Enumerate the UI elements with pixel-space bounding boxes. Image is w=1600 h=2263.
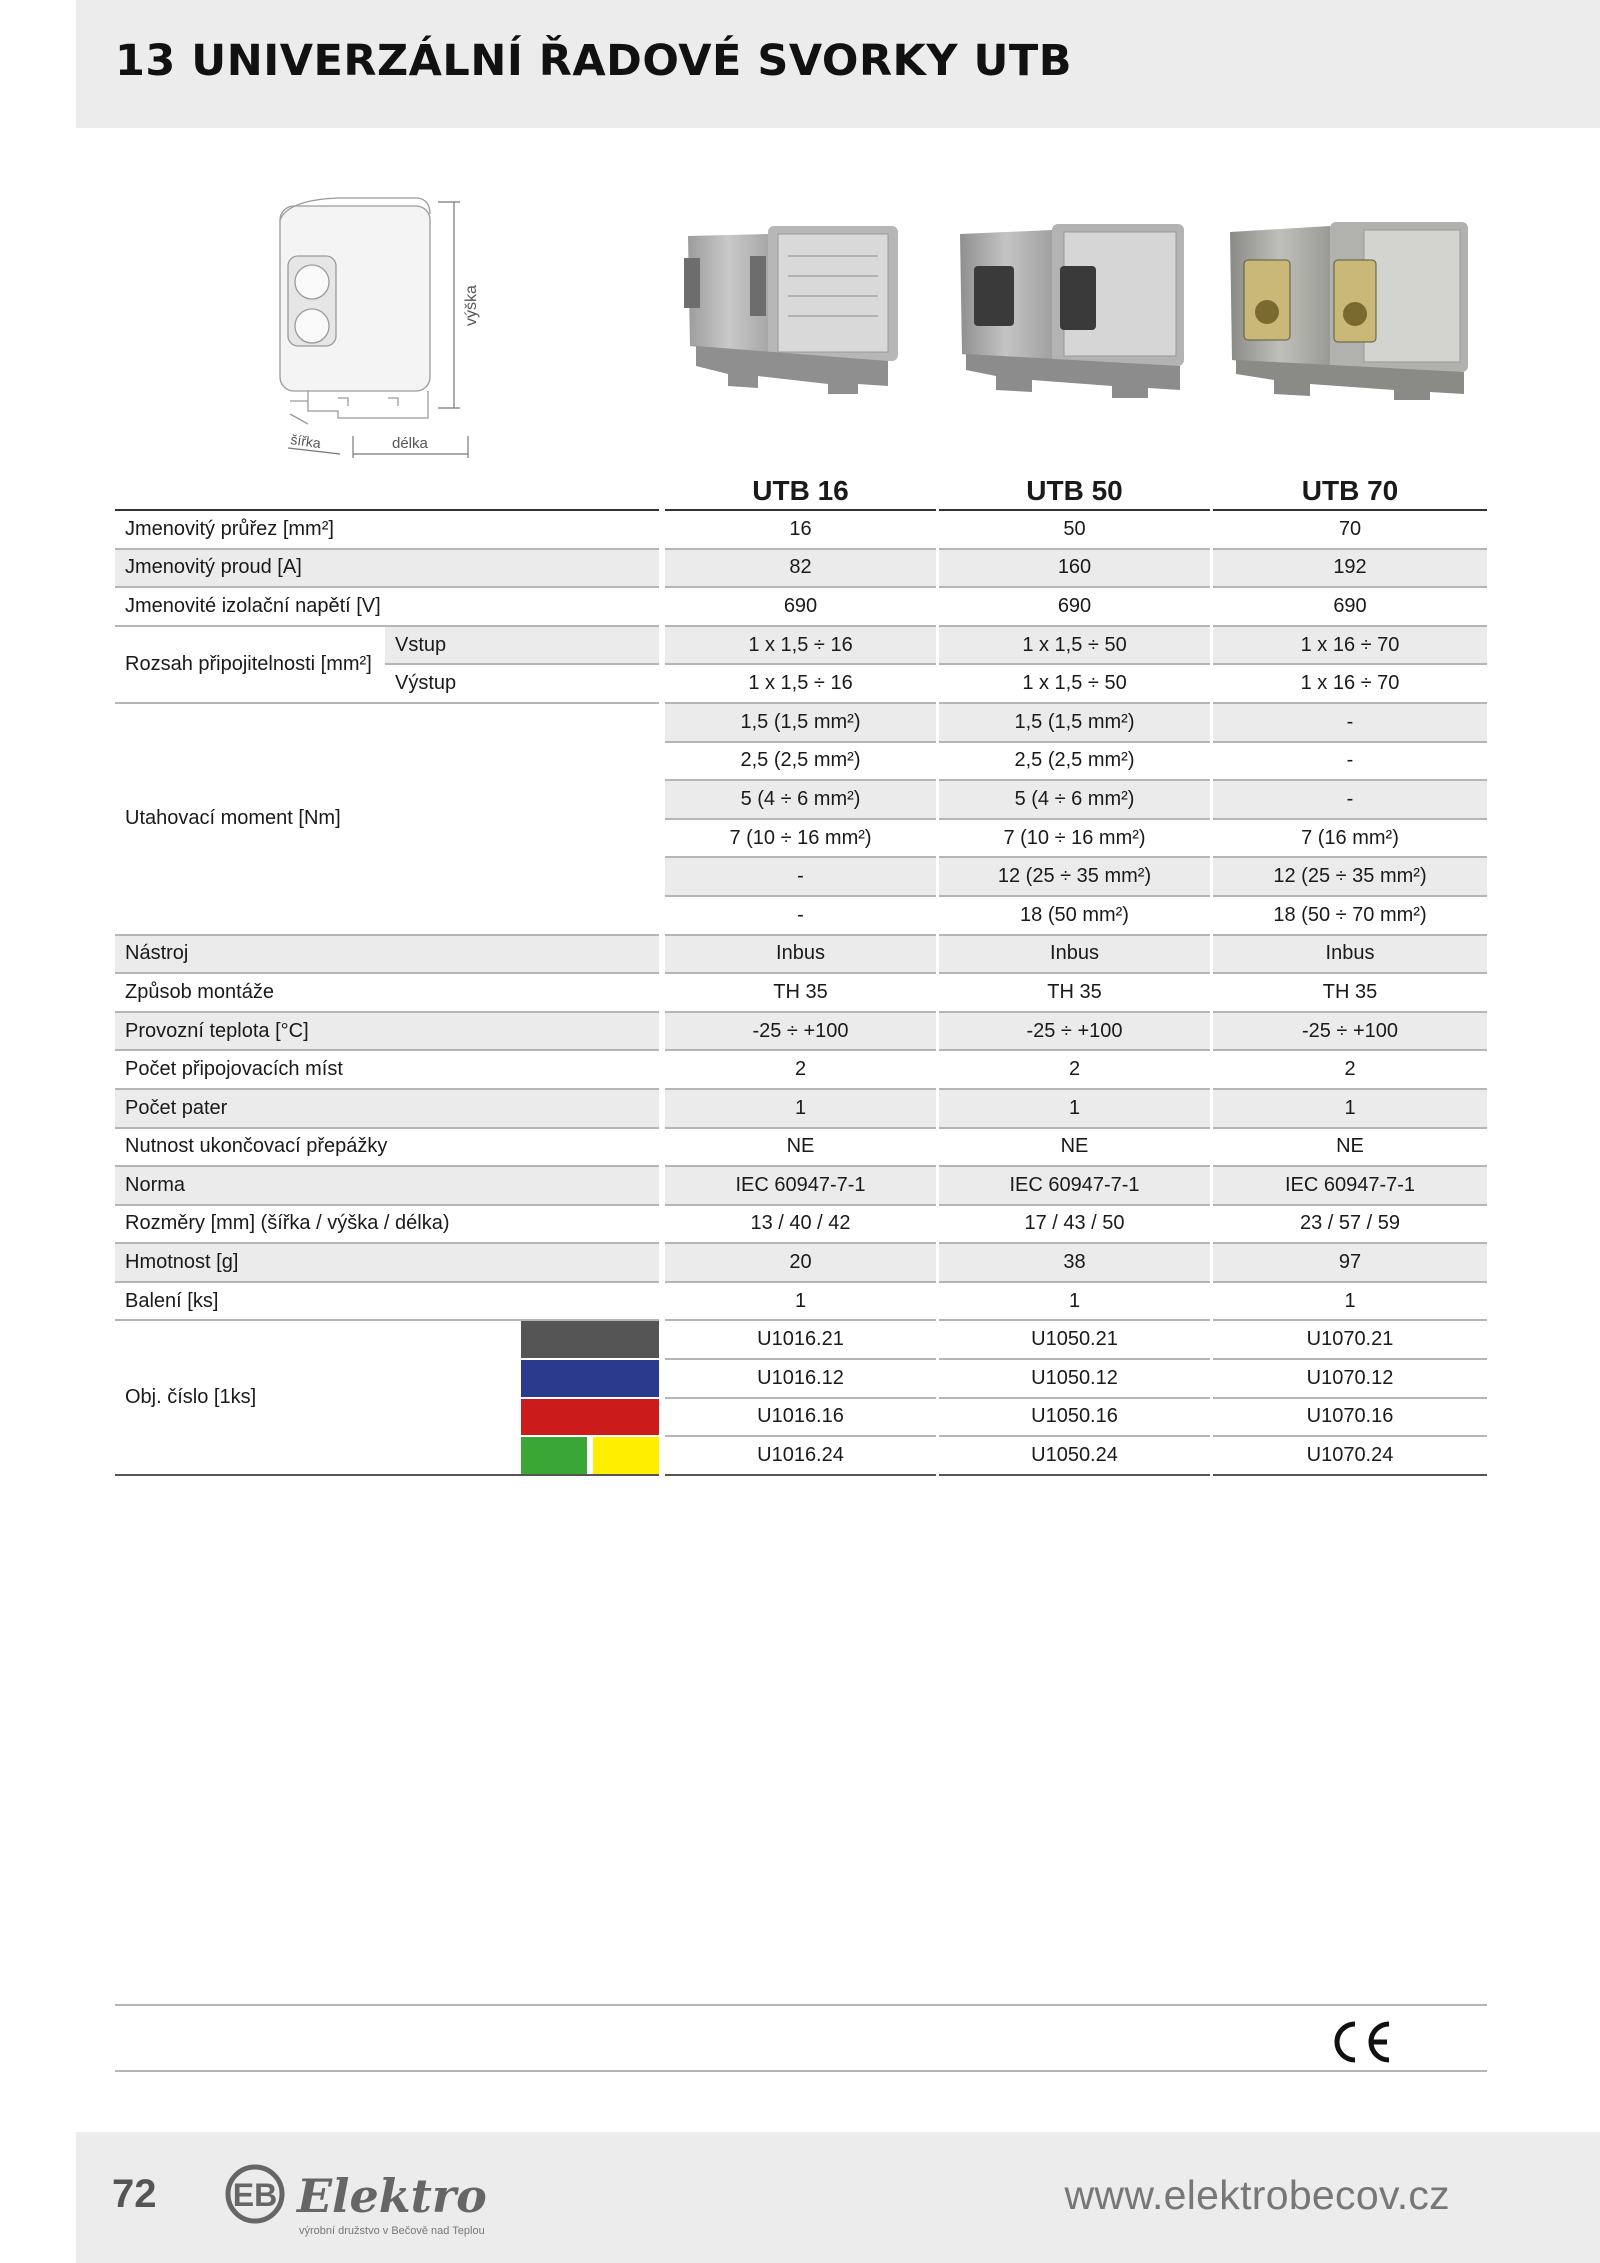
- cell: U1050.12: [939, 1360, 1210, 1399]
- product-photo-utb70: [1224, 216, 1474, 400]
- svg-text:výrobní družstvo v Bečově nad: výrobní družstvo v Bečově nad Teplou: [299, 2225, 485, 2237]
- table-row: [115, 1129, 1487, 1168]
- cell: 1,5 (1,5 mm²): [939, 704, 1210, 743]
- cell: U1050.21: [939, 1321, 1210, 1360]
- table-row: [115, 936, 1487, 975]
- cell: 2,5 (2,5 mm²): [665, 743, 936, 782]
- swatch-fill: [521, 1360, 659, 1397]
- table-row: [115, 588, 1487, 627]
- cell: 38: [939, 1244, 1210, 1283]
- svg-text:Elektro: Elektro: [297, 2169, 487, 2223]
- cell: NE: [665, 1129, 936, 1168]
- row-label-torque: Utahovací moment [Nm]: [115, 704, 659, 936]
- cell: 1 x 16 ÷ 70: [1213, 665, 1487, 704]
- cell: 12 (25 ÷ 35 mm²): [1213, 858, 1487, 897]
- cell: IEC 60947-7-1: [1213, 1167, 1487, 1206]
- cell: -: [1213, 743, 1487, 782]
- cell: 1 x 1,5 ÷ 16: [665, 627, 936, 666]
- cell: -: [665, 897, 936, 936]
- row-label: Balení [ks]: [115, 1283, 659, 1322]
- row-label: Jmenovitý proud [A]: [115, 550, 659, 589]
- row-label: Nutnost ukončovací přepážky: [115, 1129, 659, 1168]
- cell: 160: [939, 550, 1210, 589]
- svg-text:EB: EB: [232, 2177, 278, 2213]
- swatch-fill: [521, 1437, 659, 1474]
- row-label: Jmenovitý průřez [mm²]: [115, 511, 659, 550]
- swatch-fill: [521, 1321, 659, 1358]
- cell: 23 / 57 / 59: [1213, 1206, 1487, 1245]
- row-label: Jmenovité izolační napětí [V]: [115, 588, 659, 627]
- height-label: výška: [463, 285, 480, 326]
- cell: 1: [939, 1283, 1210, 1322]
- length-label: délka: [392, 435, 428, 452]
- cell: 1: [665, 1283, 936, 1322]
- swatch-fill: [521, 1399, 659, 1436]
- cell: U1070.16: [1213, 1399, 1487, 1438]
- cell: 690: [939, 588, 1210, 627]
- cell: U1016.12: [665, 1360, 936, 1399]
- col-header-utb50: UTB 50: [939, 467, 1210, 511]
- table-row: [115, 1321, 1487, 1360]
- spec-table: [115, 467, 1487, 1476]
- cell: TH 35: [665, 974, 936, 1013]
- table-row: [115, 1244, 1487, 1283]
- product-photo-utb50: [952, 216, 1202, 400]
- cell: 1 x 1,5 ÷ 16: [665, 665, 936, 704]
- color-swatch-blue: [521, 1360, 659, 1399]
- cell: 7 (16 mm²): [1213, 820, 1487, 859]
- cell: -: [665, 858, 936, 897]
- cell: 17 / 43 / 50: [939, 1206, 1210, 1245]
- divider-bottom: [115, 2070, 1487, 2072]
- color-swatch-gray: [521, 1321, 659, 1360]
- cell: -: [1213, 704, 1487, 743]
- cell: Inbus: [665, 936, 936, 975]
- cell: 192: [1213, 550, 1487, 589]
- cell: U1016.16: [665, 1399, 936, 1438]
- cell: 1: [665, 1090, 936, 1129]
- header-blank: [115, 467, 659, 511]
- divider-top: [115, 2004, 1487, 2006]
- table-row: [115, 1013, 1487, 1052]
- cell: 12 (25 ÷ 35 mm²): [939, 858, 1210, 897]
- row-label: Počet připojovacích míst: [115, 1051, 659, 1090]
- cell: 2: [1213, 1051, 1487, 1090]
- cell: 1 x 1,5 ÷ 50: [939, 665, 1210, 704]
- cell: 1 x 1,5 ÷ 50: [939, 627, 1210, 666]
- table-row: [115, 550, 1487, 589]
- cell: 5 (4 ÷ 6 mm²): [939, 781, 1210, 820]
- cell: IEC 60947-7-1: [939, 1167, 1210, 1206]
- cell: TH 35: [1213, 974, 1487, 1013]
- row-label: Provozní teplota [°C]: [115, 1013, 659, 1052]
- row-label: Hmotnost [g]: [115, 1244, 659, 1283]
- cell: 690: [1213, 588, 1487, 627]
- cell: 1: [939, 1090, 1210, 1129]
- cell: 1: [1213, 1283, 1487, 1322]
- cell: 13 / 40 / 42: [665, 1206, 936, 1245]
- cell: U1070.24: [1213, 1437, 1487, 1476]
- row-sublabel: Vstup: [385, 627, 659, 666]
- table-row: [115, 627, 1487, 666]
- ce-mark: [1325, 2018, 1395, 2066]
- table-row: [115, 974, 1487, 1013]
- cell: 82: [665, 550, 936, 589]
- product-photo-utb16: [678, 216, 928, 400]
- cell: 1,5 (1,5 mm²): [665, 704, 936, 743]
- cell: 18 (50 ÷ 70 mm²): [1213, 897, 1487, 936]
- cell: NE: [1213, 1129, 1487, 1168]
- cell: 7 (10 ÷ 16 mm²): [665, 820, 936, 859]
- cell: 1 x 16 ÷ 70: [1213, 627, 1487, 666]
- cell: 20: [665, 1244, 936, 1283]
- cell: 70: [1213, 511, 1487, 550]
- cell: -25 ÷ +100: [939, 1013, 1210, 1052]
- cell: 2: [665, 1051, 936, 1090]
- col-header-utb16: UTB 16: [665, 467, 936, 511]
- table-row: [115, 1051, 1487, 1090]
- cell: U1070.21: [1213, 1321, 1487, 1360]
- cell: IEC 60947-7-1: [665, 1167, 936, 1206]
- color-swatch-green-yellow: [521, 1437, 659, 1476]
- cell: 1: [1213, 1090, 1487, 1129]
- cell: 2,5 (2,5 mm²): [939, 743, 1210, 782]
- cell: 690: [665, 588, 936, 627]
- row-label-order: Obj. číslo [1ks]: [115, 1321, 521, 1475]
- color-swatch-red: [521, 1399, 659, 1438]
- cell: U1050.16: [939, 1399, 1210, 1438]
- cell: U1050.24: [939, 1437, 1210, 1476]
- cell: 7 (10 ÷ 16 mm²): [939, 820, 1210, 859]
- row-label: Rozměry [mm] (šířka / výška / délka): [115, 1206, 659, 1245]
- table-row: [115, 1090, 1487, 1129]
- cell: U1016.21: [665, 1321, 936, 1360]
- cell: 18 (50 mm²): [939, 897, 1210, 936]
- row-sublabel: Výstup: [385, 665, 659, 704]
- cell: Inbus: [1213, 936, 1487, 975]
- table-row: [115, 704, 1487, 743]
- table-row: [115, 1283, 1487, 1322]
- col-header-utb70: UTB 70: [1213, 467, 1487, 511]
- page-number: 72: [112, 2172, 157, 2216]
- cell: 5 (4 ÷ 6 mm²): [665, 781, 936, 820]
- cell: 97: [1213, 1244, 1487, 1283]
- row-label: Způsob montáže: [115, 974, 659, 1013]
- cell: U1016.24: [665, 1437, 936, 1476]
- table-row: [115, 511, 1487, 550]
- row-label: Počet pater: [115, 1090, 659, 1129]
- cell: -25 ÷ +100: [665, 1013, 936, 1052]
- cell: 50: [939, 511, 1210, 550]
- table-row: [115, 1206, 1487, 1245]
- cell: 16: [665, 511, 936, 550]
- cell: TH 35: [939, 974, 1210, 1013]
- width-label: šířka: [289, 431, 322, 452]
- row-label-connection: Rozsah připojitelnosti [mm²]: [115, 627, 385, 704]
- row-label: Nástroj: [115, 936, 659, 975]
- website-url[interactable]: www.elektrobecov.cz: [1064, 2172, 1450, 2218]
- cell: 2: [939, 1051, 1210, 1090]
- cell: Inbus: [939, 936, 1210, 975]
- page-title: 13 UNIVERZÁLNÍ ŘADOVÉ SVORKY UTB: [115, 36, 1073, 86]
- cell: -25 ÷ +100: [1213, 1013, 1487, 1052]
- row-label: Norma: [115, 1167, 659, 1206]
- table-row: [115, 1167, 1487, 1206]
- cell: NE: [939, 1129, 1210, 1168]
- elektro-logo: [225, 2160, 535, 2240]
- cell: U1070.12: [1213, 1360, 1487, 1399]
- dimension-drawing: [268, 186, 513, 466]
- cell: -: [1213, 781, 1487, 820]
